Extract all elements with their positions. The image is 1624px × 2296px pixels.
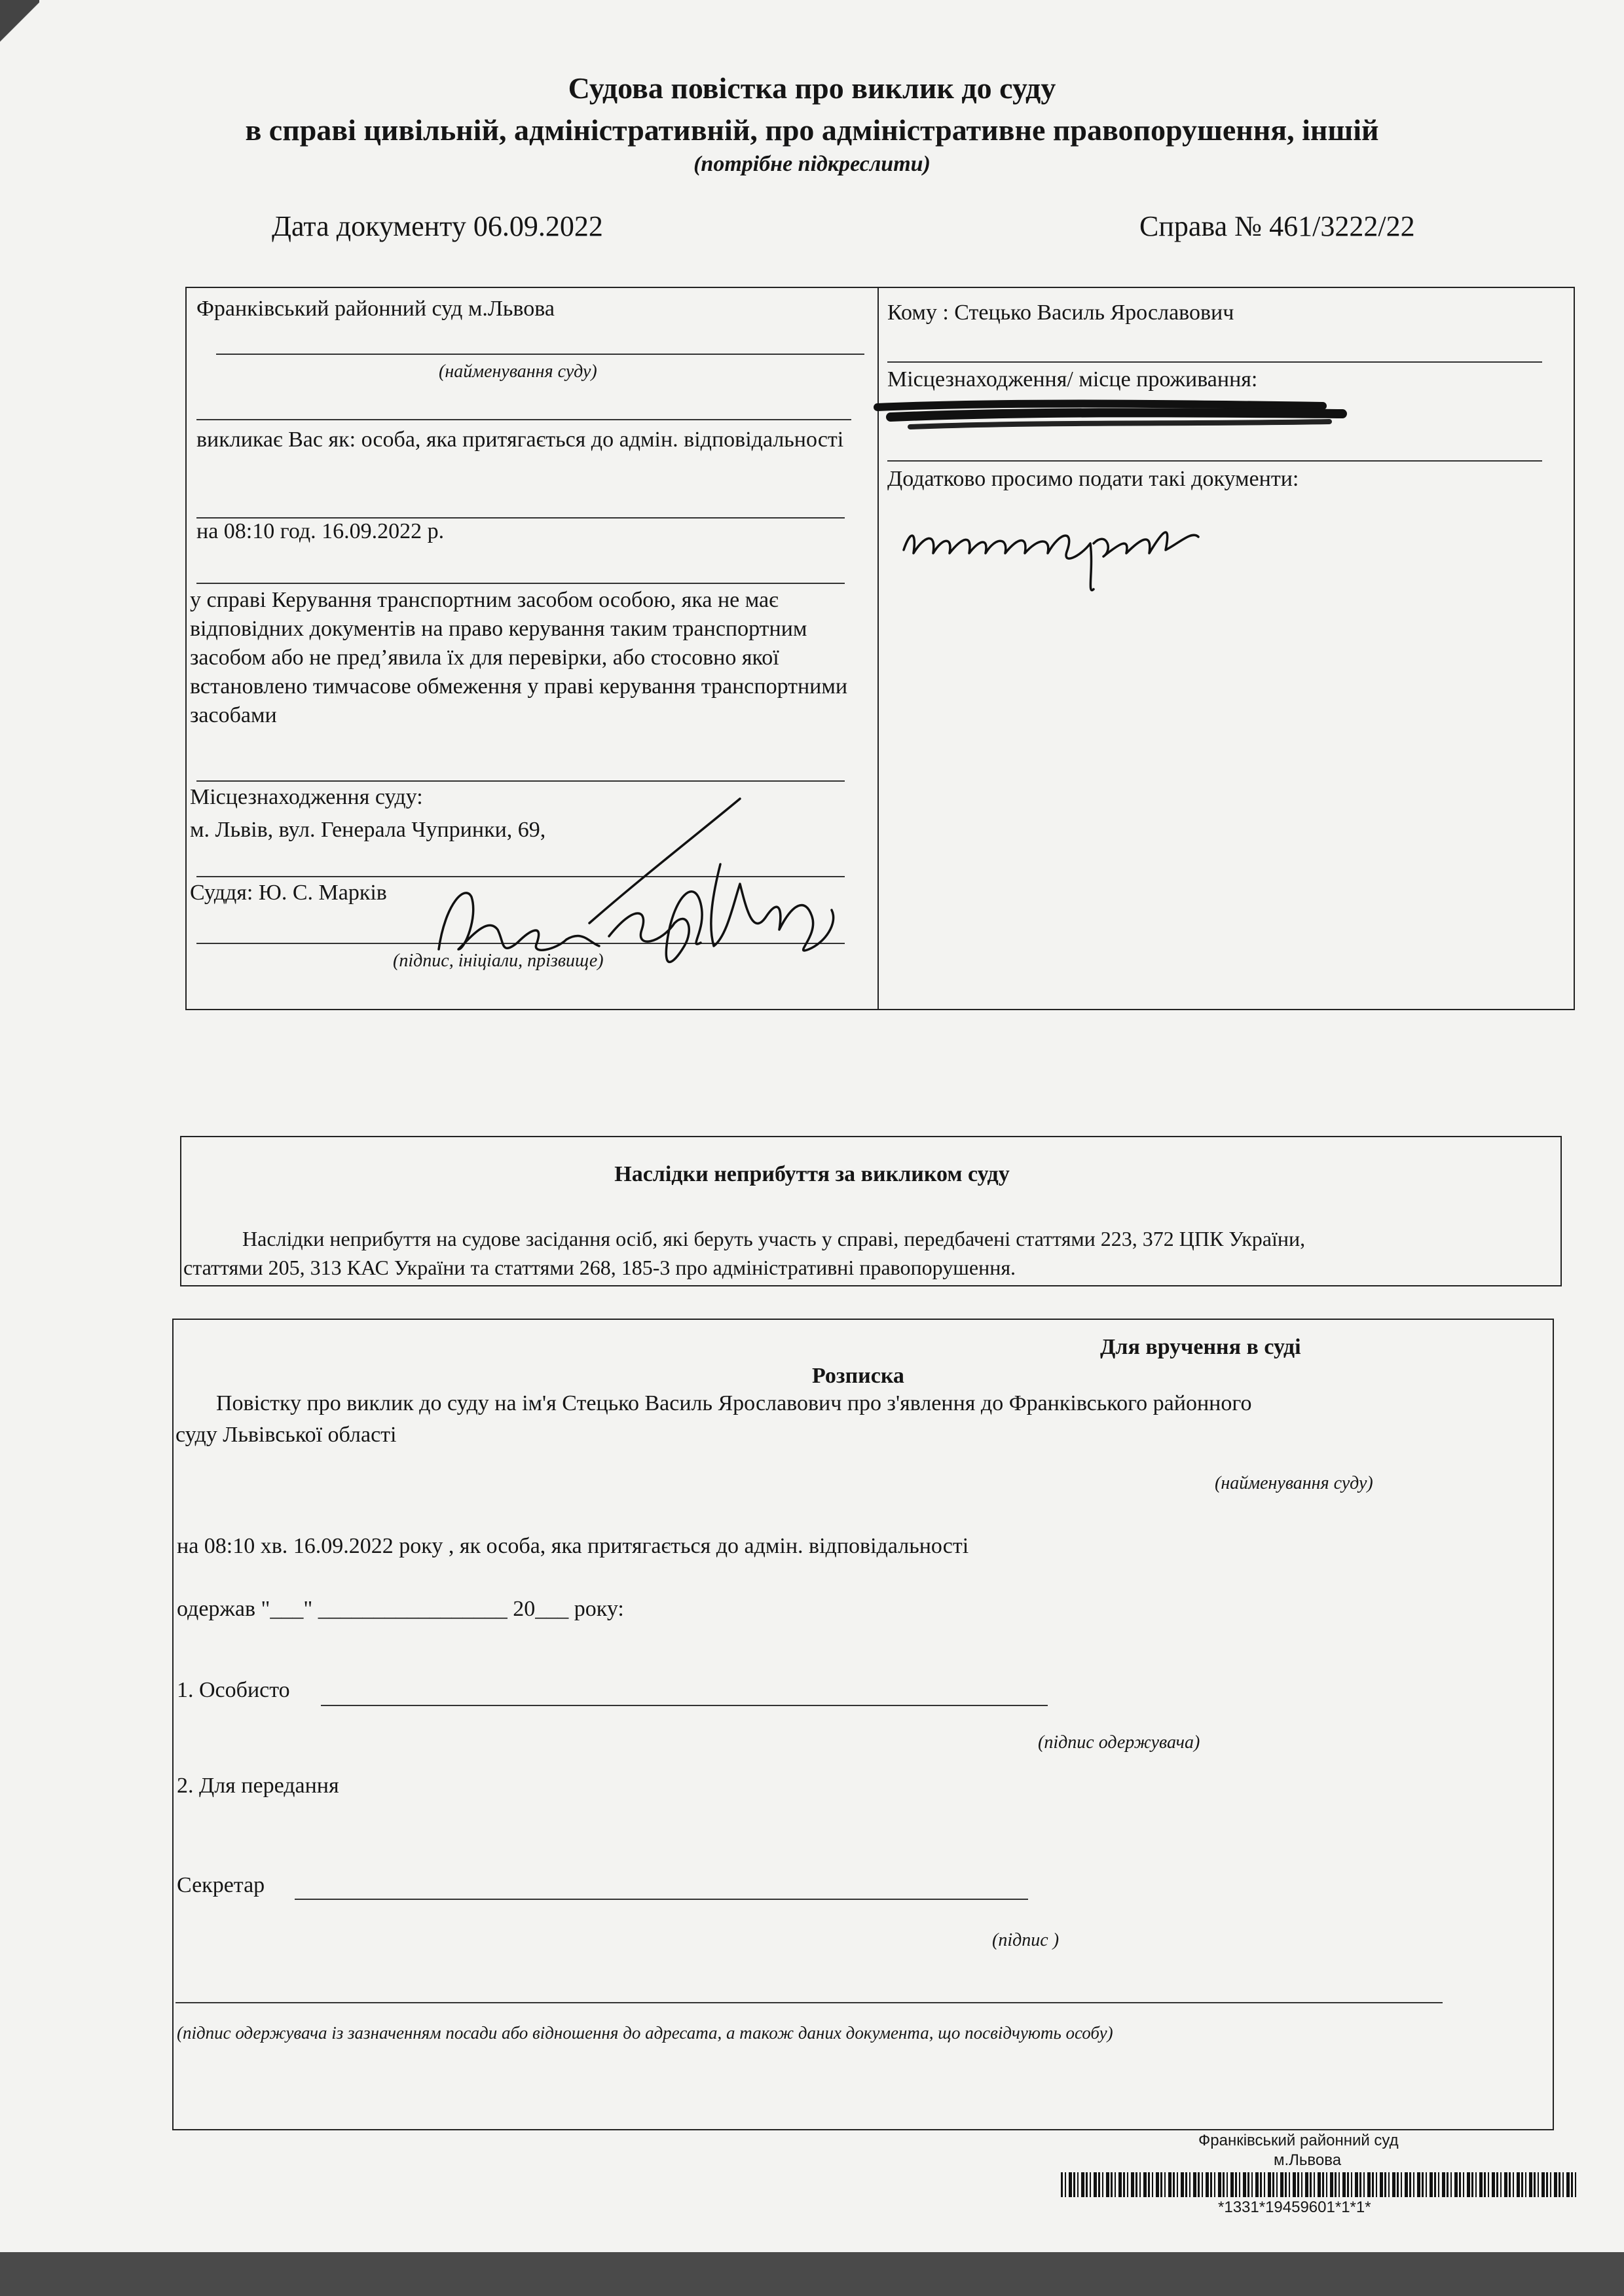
- scan-corner-shadow: [0, 0, 39, 52]
- handwritten-note: [897, 491, 1211, 602]
- consequences-text-line2: статтями 205, 313 КАС України та статтями 268, 185-3 про адміністративні правопорушення.: [183, 1256, 1016, 1279]
- consequences-heading: Наслідки неприбуття за викликом суду: [614, 1162, 1010, 1186]
- barcode: [1061, 2172, 1578, 2197]
- secretary-signature-caption: (підпис ): [992, 1930, 1060, 1950]
- received-date-line: одержав "___" _________________ 20___ року:: [177, 1597, 624, 1621]
- receipt-court-caption: (найменування суду): [1215, 1473, 1373, 1493]
- underline-note: (потрібне підкреслити): [693, 152, 931, 176]
- rule: [887, 361, 1542, 363]
- extra-documents-label: Додатково просимо подати такі документи:: [887, 467, 1299, 491]
- footer-court-line1: Франківський районний суд: [1198, 2132, 1399, 2149]
- scan-bottom-border: [0, 2252, 1624, 2296]
- hearing-time: на 08:10 год. 16.09.2022 р.: [196, 519, 445, 543]
- court-location-label: Місцезнаходження суду:: [190, 785, 423, 809]
- court-address: м. Львів, вул. Генерала Чупринки, 69,: [190, 818, 546, 842]
- recipient-signature-caption: (підпис одержувача): [1038, 1732, 1200, 1753]
- rule: [196, 583, 845, 584]
- personally-signature-line: [321, 1705, 1048, 1706]
- court-name-underline: [216, 354, 864, 355]
- receipt-heading: Розписка: [812, 1364, 904, 1388]
- redacted-address: [871, 388, 1369, 440]
- consequences-text-line1: Наслідки неприбуття на судове засідання осіб, які беруть участь у справі, передбачені статтями 223, 372 ЦПК України,: [242, 1227, 1306, 1250]
- receipt-time-line: на 08:10 хв. 16.09.2022 року , як особа, яка притягається до адмін. відповідальності: [177, 1534, 969, 1558]
- court-name: Франківський районний суд м.Львова: [196, 297, 555, 321]
- barcode-text: *1331*19459601*1*1*: [1218, 2198, 1371, 2216]
- secretary-signature-line: [295, 1899, 1028, 1900]
- rule: [196, 780, 845, 782]
- recipient-details-caption: (підпис одержувача із зазначенням посади або відношення до адресата, а також даних документа, що посвідчують особу): [177, 2023, 1113, 2043]
- case-number: Справа № 461/3222/22: [1139, 210, 1415, 242]
- personally-label: 1. Особисто: [177, 1678, 290, 1702]
- secretary-label: Секретар: [177, 1873, 265, 1897]
- receipt-text-line1: Повістку про виклик до суду на ім'я Стецько Василь Ярославович про з'явлення до Франківського районного: [216, 1391, 1252, 1415]
- rule: [196, 419, 851, 420]
- recipient-details-line: [175, 2002, 1443, 2003]
- for-transfer-label: 2. Для передання: [177, 1774, 339, 1798]
- signature-caption: (підпис, ініціали, прізвище): [393, 951, 604, 971]
- judge-signature: [426, 786, 851, 982]
- document-date: Дата документу 06.09.2022: [272, 210, 603, 242]
- receipt-text-line2: суду Львівської області: [175, 1423, 397, 1447]
- for-court-delivery: Для вручення в суді: [1100, 1335, 1301, 1359]
- recipient: Кому : Стецько Василь Ярославович: [887, 301, 1234, 325]
- location-label: Місцезнаходження/ місце проживання:: [887, 367, 1258, 392]
- document-title: Судова повістка про виклик до суду: [568, 71, 1056, 105]
- footer-court-line2: м.Львова: [1274, 2151, 1342, 2169]
- document-subtitle: в справі цивільній, адміністративній, про адміністративне правопорушення, іншій: [245, 113, 1379, 147]
- case-description: у справі Керування транспортним засобом особою, яка не має відповідних документів на право керування таким транспортним засобом або не пред’явила їх для перевірки, або стосовно якої встановлено тимчасове обмеження у праві керування транспортними засобами: [190, 588, 848, 727]
- rule: [887, 460, 1542, 462]
- summoned-as: викликає Вас як: особа, яка притягається до адмін. відповідальності: [196, 428, 844, 452]
- court-name-caption: (найменування суду): [439, 361, 597, 382]
- judge-name: Суддя: Ю. С. Марків: [190, 881, 387, 905]
